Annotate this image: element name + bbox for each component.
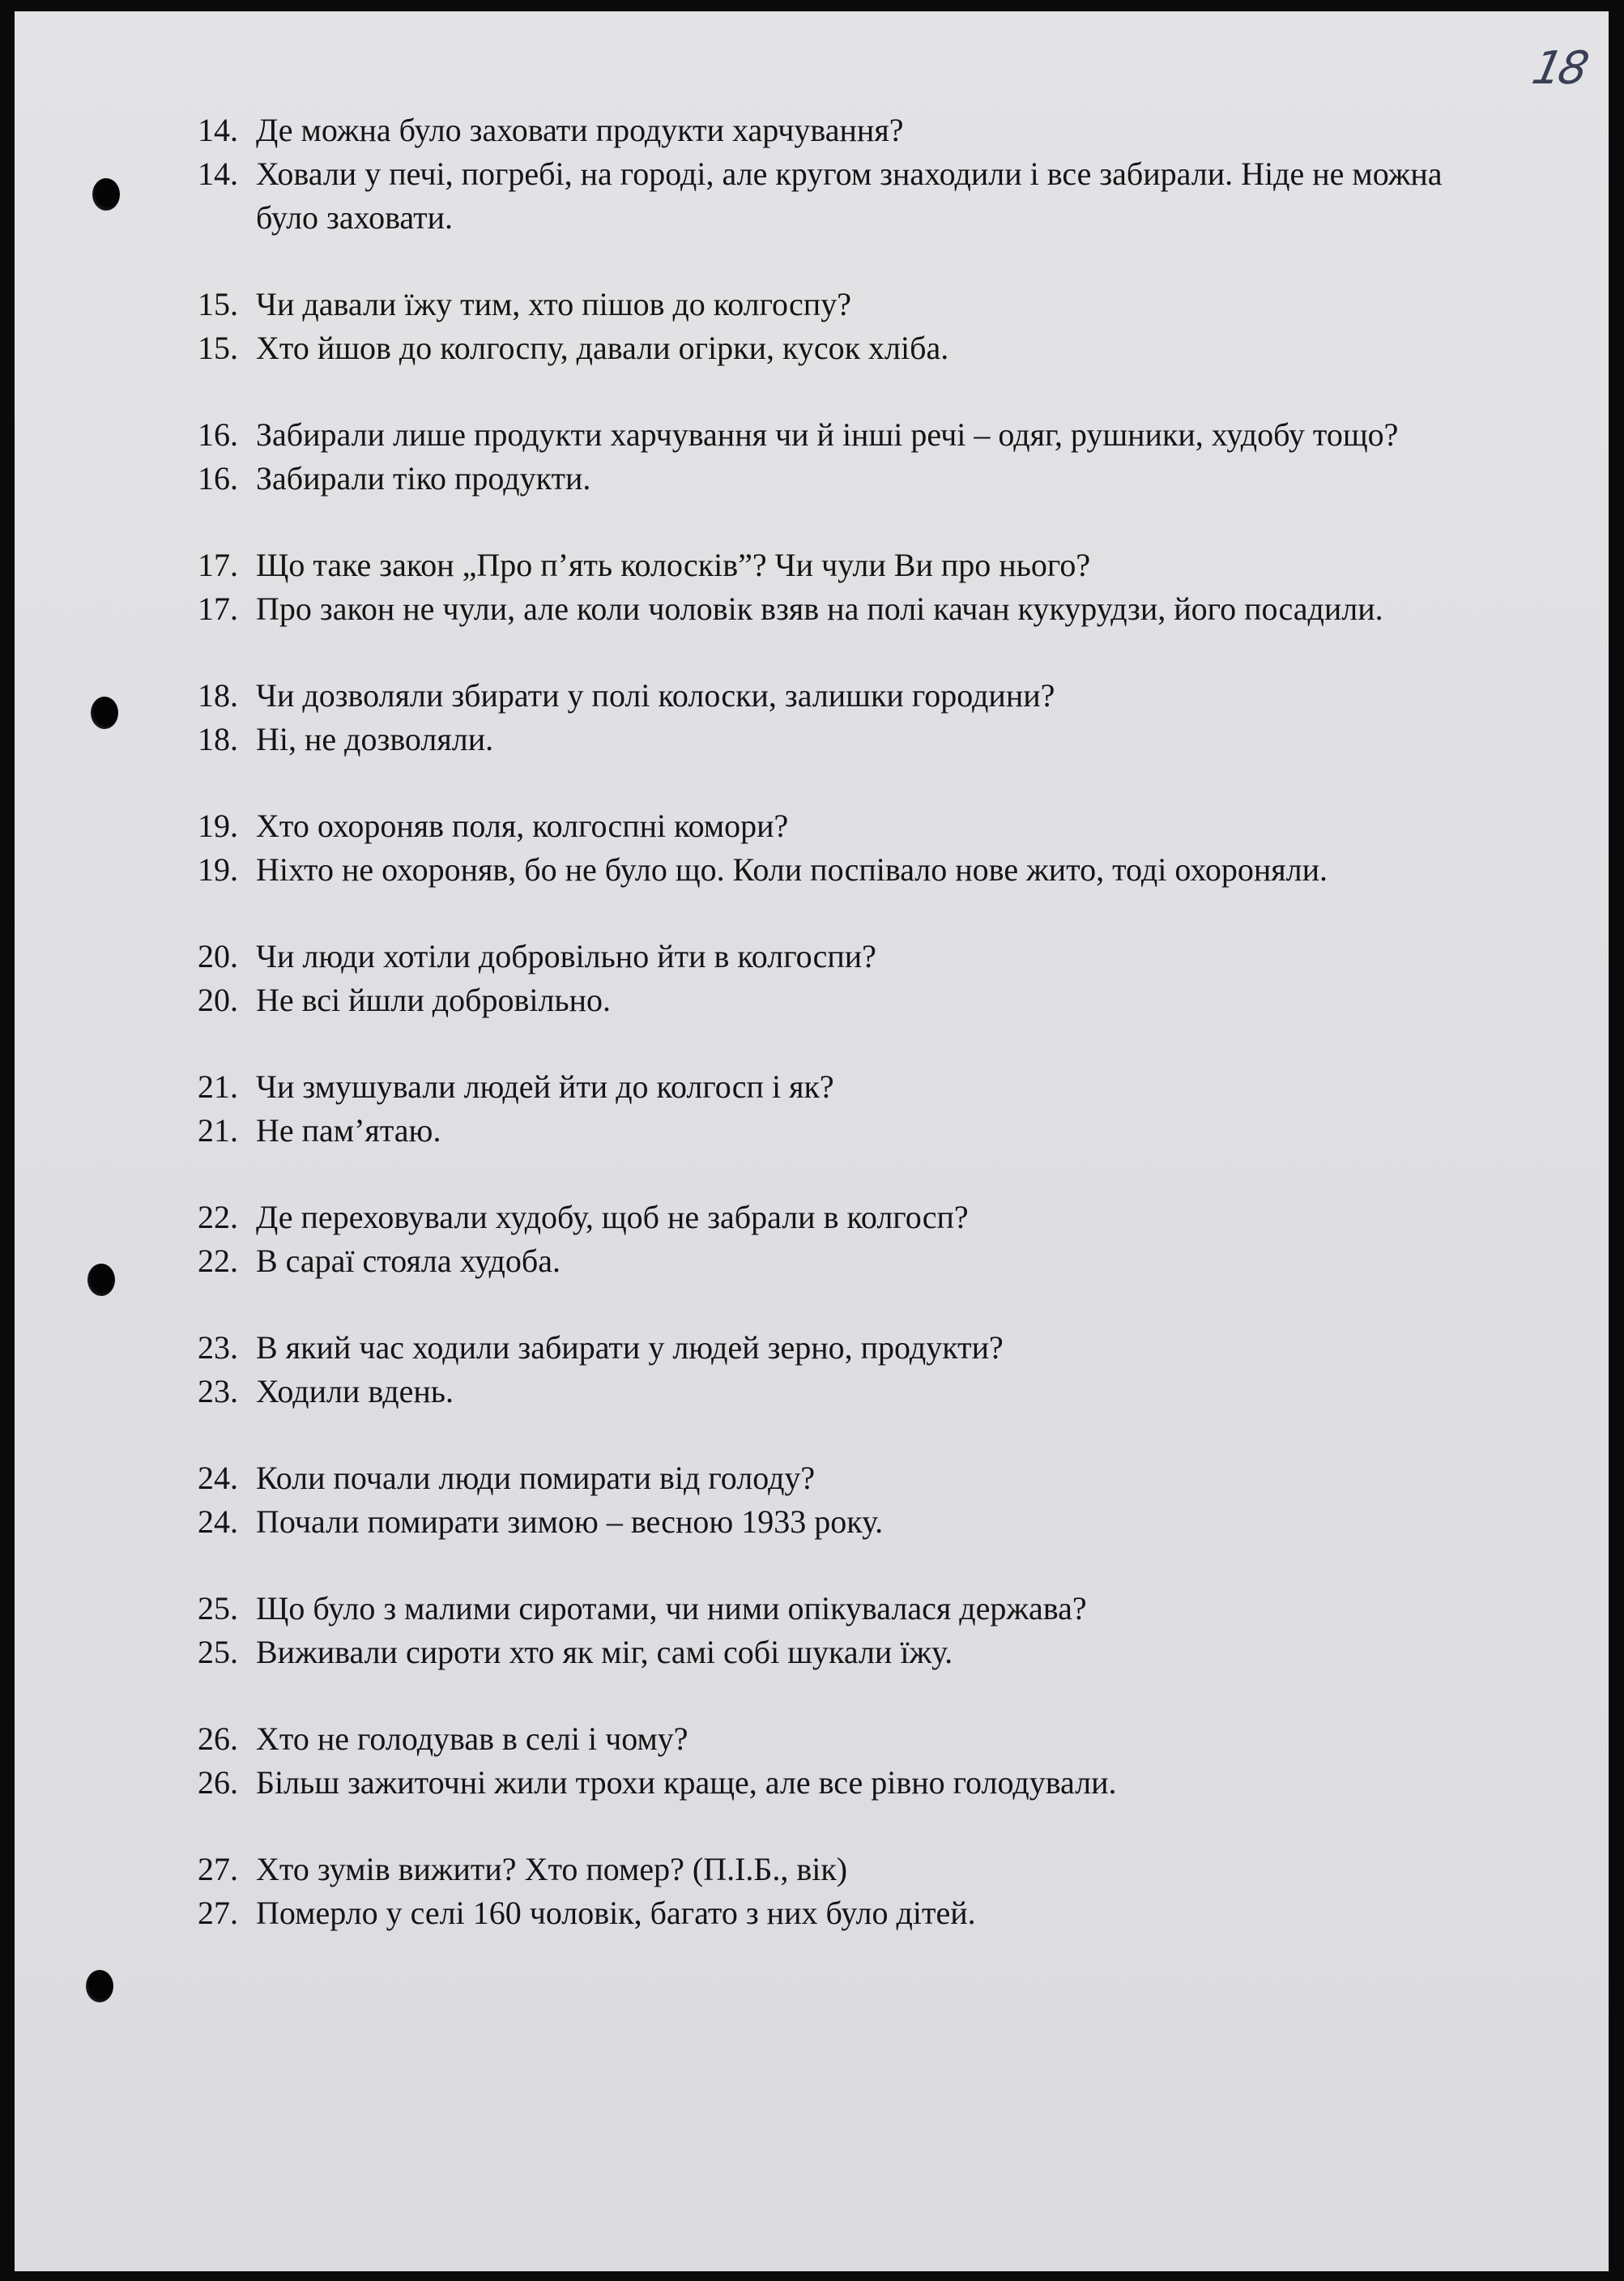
question bbox=[198, 1717, 1445, 1761]
answer bbox=[198, 1761, 1445, 1805]
answer bbox=[198, 326, 1445, 370]
question-text: Хто охороняв поля, колгоспні комори? bbox=[256, 808, 789, 844]
question-text: В який час ходили забирати у людей зерно, продукти? bbox=[256, 1329, 1004, 1366]
qa-item bbox=[198, 674, 1445, 761]
answer bbox=[198, 457, 1445, 501]
answer bbox=[198, 1631, 1445, 1674]
qa-item bbox=[198, 935, 1445, 1022]
answer-number: 20. bbox=[198, 982, 238, 1018]
answer-text: Не пам’ятаю. bbox=[256, 1112, 441, 1149]
question-number: 26. bbox=[198, 1720, 238, 1757]
question-number: 22. bbox=[198, 1199, 238, 1235]
qa-item bbox=[198, 1848, 1445, 1935]
question bbox=[198, 109, 1445, 152]
question bbox=[198, 1456, 1445, 1500]
answer-text: Не всі йшли добровільно. bbox=[256, 982, 612, 1018]
question-text: Чи люди хотіли добровільно йти в колгоспи? bbox=[256, 938, 876, 974]
question bbox=[198, 1587, 1445, 1631]
qa-item bbox=[198, 804, 1445, 892]
answer-number: 21. bbox=[198, 1112, 238, 1149]
question bbox=[198, 804, 1445, 848]
qa-item bbox=[198, 109, 1451, 240]
answer bbox=[198, 587, 1445, 631]
punch-hole-2 bbox=[91, 697, 118, 729]
qa-item bbox=[198, 1717, 1445, 1805]
question bbox=[198, 544, 1445, 587]
answer-number: 24. bbox=[198, 1503, 238, 1540]
question bbox=[198, 935, 1445, 978]
answer bbox=[198, 1239, 1445, 1283]
qa-item bbox=[198, 1326, 1445, 1413]
answer-number: 22. bbox=[198, 1243, 238, 1279]
answer-number: 15. bbox=[198, 330, 238, 366]
question-text: Чи змушували людей йти до колгосп і як? bbox=[256, 1068, 834, 1105]
question-text: Коли почали люди помирати від голоду? bbox=[256, 1460, 816, 1496]
qa-item bbox=[198, 1456, 1445, 1544]
question-text: Хто зумів вижити? Хто помер? (П.І.Б., вік) bbox=[256, 1851, 848, 1887]
question-text: Що було з малими сиротами, чи ними опікувалася держава? bbox=[256, 1590, 1087, 1627]
question-text: Де можна було заховати продукти харчування? bbox=[256, 112, 904, 148]
question bbox=[198, 413, 1445, 457]
answer bbox=[198, 978, 1445, 1022]
answer-text: Ховали у печі, погребі, на городі, але кругом знаходили і все забирали. Ніде не можна було заховати. bbox=[256, 156, 1451, 236]
question bbox=[198, 1848, 1445, 1891]
answer bbox=[198, 1370, 1445, 1413]
question-text: Забирали лише продукти харчування чи й інші речі – одяг, рушники, худобу тощо? bbox=[256, 416, 1399, 453]
qa-item bbox=[198, 283, 1445, 370]
answer bbox=[198, 1500, 1445, 1544]
answer-text: Хто йшов до колгоспу, давали огірки, кусок хліба. bbox=[256, 330, 949, 366]
handwritten-page-number: 18 bbox=[1527, 42, 1590, 95]
question bbox=[198, 283, 1445, 326]
question-number: 16. bbox=[198, 416, 238, 453]
answer bbox=[198, 1891, 1445, 1935]
answer-text: Ніхто не охороняв, бо не було що. Коли поспівало нове жито, тоді охороняли. bbox=[256, 851, 1328, 888]
question-number: 18. bbox=[198, 677, 238, 714]
qa-item bbox=[198, 544, 1445, 631]
answer-number: 26. bbox=[198, 1764, 238, 1801]
question bbox=[198, 674, 1445, 718]
question-number: 19. bbox=[198, 808, 238, 844]
question-text: Чи дозволяли збирати у полі колоски, залишки городини? bbox=[256, 677, 1055, 714]
answer-text: Забирали тіко продукти. bbox=[256, 460, 591, 497]
answer-number: 14. bbox=[198, 156, 238, 192]
answer-number: 16. bbox=[198, 460, 238, 497]
question-text: Де переховували худобу, щоб не забрали в колгосп? bbox=[256, 1199, 969, 1235]
answer-text: Більш зажиточні жили трохи краще, але все рівно голодували. bbox=[256, 1764, 1117, 1801]
punch-hole-1 bbox=[92, 178, 120, 211]
questionnaire-body bbox=[198, 109, 1451, 1978]
qa-item bbox=[198, 1196, 1445, 1283]
answer-text: Про закон не чули, але коли чоловік взяв на полі качан кукурудзи, його посадили. bbox=[256, 591, 1383, 627]
question-number: 20. bbox=[198, 938, 238, 974]
answer-text: В сараї стояла худоба. bbox=[256, 1243, 561, 1279]
question bbox=[198, 1326, 1445, 1370]
qa-item bbox=[198, 1065, 1445, 1153]
answer-number: 18. bbox=[198, 721, 238, 757]
answer bbox=[198, 1109, 1445, 1153]
question-text: Що таке закон „Про п’ять колосків”? Чи чули Ви про нього? bbox=[256, 547, 1091, 583]
answer-text: Виживали сироти хто як міг, самі собі шукали їжу. bbox=[256, 1634, 953, 1670]
punch-hole-3 bbox=[87, 1264, 115, 1296]
question-number: 27. bbox=[198, 1851, 238, 1887]
question-number: 14. bbox=[198, 112, 238, 148]
answer bbox=[198, 848, 1445, 892]
answer-text: Ходили вдень. bbox=[256, 1373, 454, 1409]
question-number: 17. bbox=[198, 547, 238, 583]
qa-item bbox=[198, 1587, 1445, 1674]
answer-number: 17. bbox=[198, 591, 238, 627]
question-number: 15. bbox=[198, 286, 238, 322]
question bbox=[198, 1196, 1445, 1239]
answer-number: 25. bbox=[198, 1634, 238, 1670]
document-page bbox=[15, 11, 1609, 2271]
question-number: 23. bbox=[198, 1329, 238, 1366]
answer bbox=[198, 152, 1451, 240]
question-text: Чи давали їжу тим, хто пішов до колгоспу? bbox=[256, 286, 851, 322]
punch-hole-4 bbox=[86, 1970, 113, 2002]
question bbox=[198, 1065, 1445, 1109]
question-number: 24. bbox=[198, 1460, 238, 1496]
answer-number: 23. bbox=[198, 1373, 238, 1409]
question-number: 21. bbox=[198, 1068, 238, 1105]
answer-text: Померло у селі 160 чоловік, багато з них було дітей. bbox=[256, 1895, 976, 1931]
answer-text: Почали помирати зимою – весною 1933 року. bbox=[256, 1503, 884, 1540]
answer bbox=[198, 718, 1445, 761]
question-number: 25. bbox=[198, 1590, 238, 1627]
question-text: Хто не голодував в селі і чому? bbox=[256, 1720, 688, 1757]
answer-number: 19. bbox=[198, 851, 238, 888]
answer-text: Ні, не дозволяли. bbox=[256, 721, 494, 757]
qa-item bbox=[198, 413, 1445, 501]
answer-number: 27. bbox=[198, 1895, 238, 1931]
